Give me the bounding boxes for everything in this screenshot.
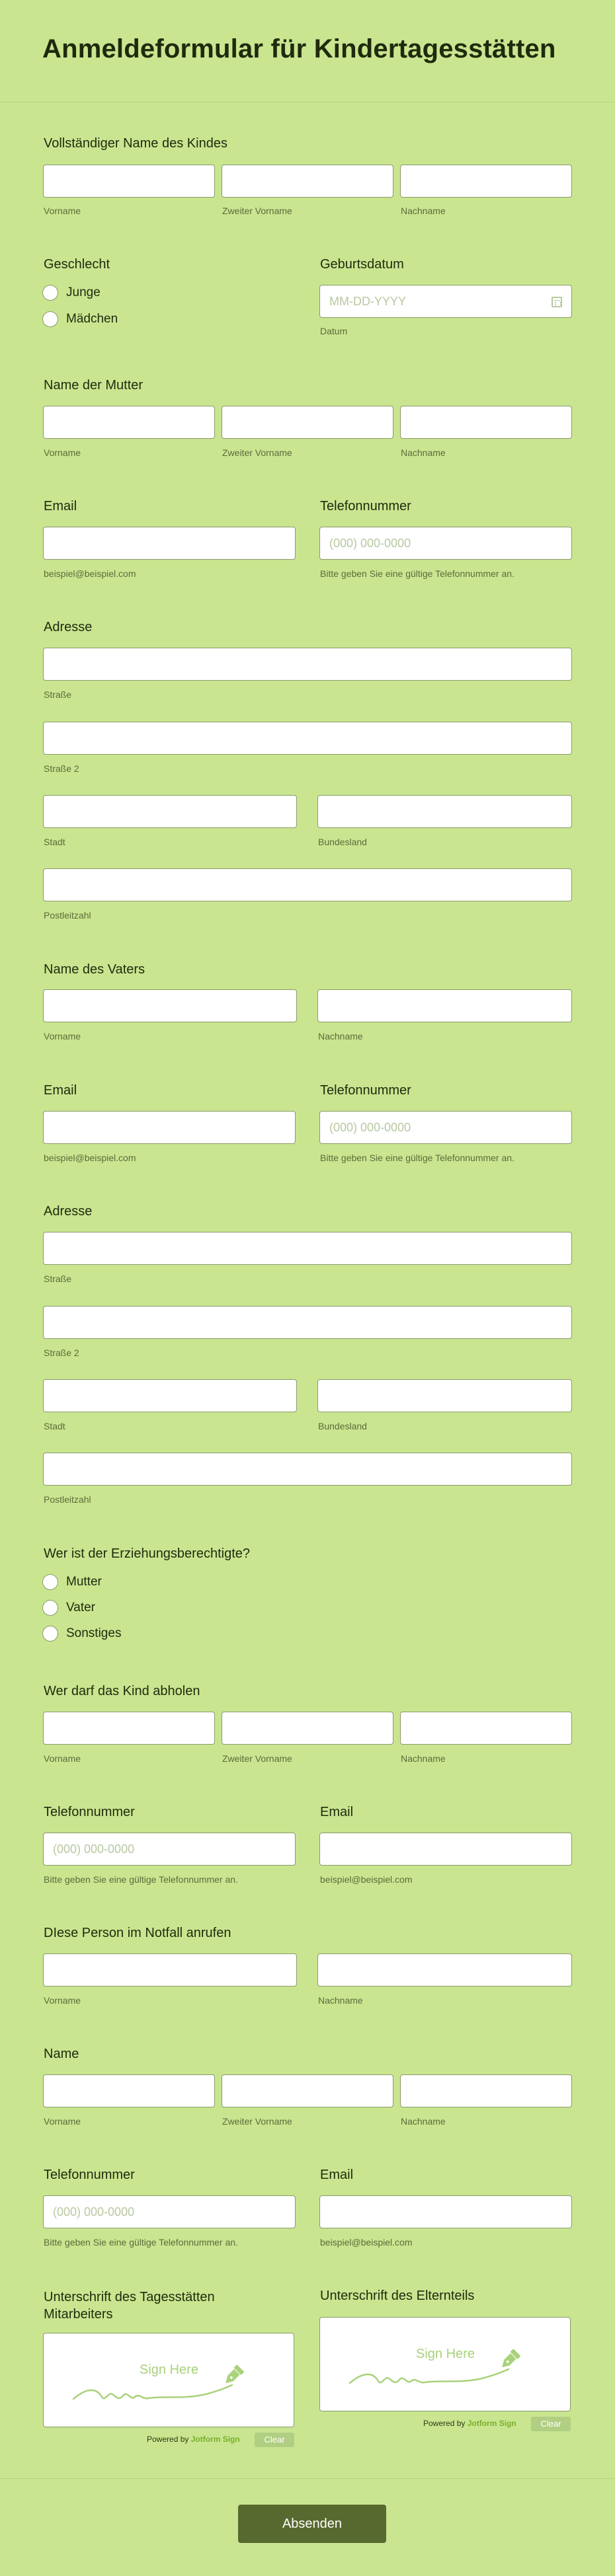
mother-middle-name-sublabel: Zweiter Vorname: [222, 447, 292, 458]
form-title: Anmeldeformular für Kindertagesstätten: [42, 34, 556, 63]
child-name-label: Vollständiger Name des Kindes: [44, 136, 227, 151]
pickup-email-label: Email: [320, 1805, 354, 1819]
name-middle-sublabel: Zweiter Vorname: [222, 2116, 292, 2127]
signature-scribble-icon: [347, 2347, 545, 2393]
sig-parent-powered-by: [423, 2419, 516, 2428]
father-first-name-sublabel: Vorname: [44, 1031, 81, 1042]
father-state-sublabel: Bundesland: [318, 1421, 367, 1431]
emergency-last-name-input[interactable]: [317, 1953, 572, 1987]
guardian-radio-vater[interactable]: [42, 1600, 58, 1616]
contact-phone-input[interactable]: [43, 2195, 296, 2228]
father-state-input[interactable]: [317, 1379, 572, 1412]
pickup-email-sublabel: beispiel@beispiel.com: [320, 1874, 413, 1885]
pickup-label: Wer darf das Kind abholen: [44, 1684, 200, 1698]
emergency-last-name-sublabel: Nachname: [318, 1995, 363, 2006]
father-address-label: Adresse: [44, 1204, 93, 1219]
birthdate-sublabel: Datum: [320, 326, 348, 336]
father-last-name-sublabel: Nachname: [318, 1031, 363, 1042]
guardian-option-sonstiges: Sonstiges: [66, 1626, 122, 1640]
name-first-input[interactable]: [43, 2074, 215, 2107]
mother-first-name-sublabel: Vorname: [44, 447, 81, 458]
sig-staff-clear-button[interactable]: Clear: [255, 2433, 294, 2447]
name-middle-input[interactable]: [222, 2074, 393, 2107]
gender-label: Geschlecht: [44, 257, 110, 272]
contact-email-sublabel: beispiel@beispiel.com: [320, 2237, 413, 2248]
father-last-name-input[interactable]: [317, 989, 572, 1022]
jotform-sign-brand: Jotform Sign: [190, 2435, 240, 2444]
father-phone-label: Telefonnummer: [320, 1083, 411, 1098]
contact-phone-label: Telefonnummer: [44, 2168, 135, 2182]
pickup-phone-label: Telefonnummer: [44, 1805, 135, 1819]
pickup-email-input[interactable]: [319, 1833, 572, 1866]
sig-staff-sign-here: Sign Here: [140, 2363, 198, 2377]
pickup-phone-input[interactable]: [43, 1833, 296, 1866]
father-street2-input[interactable]: [43, 1306, 572, 1339]
mother-email-sublabel: beispiel@beispiel.com: [44, 568, 136, 579]
mother-state-sublabel: Bundesland: [318, 837, 367, 847]
powered-by-text: Powered by: [147, 2435, 189, 2444]
sig-parent-pad[interactable]: [319, 2317, 571, 2411]
contact-email-input[interactable]: [319, 2195, 572, 2228]
calendar-icon[interactable]: [552, 297, 562, 307]
pickup-phone-sublabel: Bitte geben Sie eine gültige Telefonnummer an.: [44, 1874, 238, 1885]
father-email-input[interactable]: [43, 1111, 296, 1144]
name-last-sublabel: Nachname: [401, 2116, 446, 2127]
mother-street2-sublabel: Straße 2: [44, 763, 79, 774]
name-first-sublabel: Vorname: [44, 2116, 81, 2127]
sig-staff-label: Unterschrift des Tagesstätten Mitarbeiters: [44, 2290, 215, 2322]
mother-email-label: Email: [44, 499, 77, 513]
mother-phone-label: Telefonnummer: [320, 499, 411, 513]
sig-parent-clear-button[interactable]: Clear: [531, 2417, 571, 2431]
emergency-first-name-sublabel: Vorname: [44, 1995, 81, 2006]
guardian-radio-mutter[interactable]: [42, 1574, 58, 1590]
birthdate-placeholder: MM-DD-YYYY: [329, 295, 406, 308]
mother-middle-name-input[interactable]: [222, 406, 393, 439]
child-middle-name-input[interactable]: [222, 165, 393, 198]
father-city-sublabel: Stadt: [44, 1421, 65, 1431]
pickup-last-name-input[interactable]: [400, 1712, 572, 1745]
mother-first-name-input[interactable]: [43, 406, 215, 439]
mother-address-label: Adresse: [44, 620, 93, 634]
footer-divider: [0, 2478, 615, 2479]
mother-street-input[interactable]: [43, 648, 572, 681]
name-label: Name: [44, 2047, 79, 2061]
guardian-option-vater: Vater: [66, 1601, 96, 1614]
mother-zip-input[interactable]: [43, 868, 572, 901]
father-email-label: Email: [44, 1083, 77, 1098]
signature-scribble-icon: [70, 2363, 268, 2409]
child-last-name-sublabel: Nachname: [401, 206, 446, 216]
mother-zip-sublabel: Postleitzahl: [44, 910, 91, 921]
guardian-option-mutter: Mutter: [66, 1575, 102, 1589]
gender-radio-maedchen[interactable]: [42, 311, 58, 327]
submit-button[interactable]: Absenden: [238, 2505, 386, 2543]
father-street2-sublabel: Straße 2: [44, 1347, 79, 1358]
emergency-label: DIese Person im Notfall anrufen: [44, 1926, 231, 1940]
guardian-radio-sonstiges[interactable]: [42, 1626, 58, 1642]
gender-radio-junge[interactable]: [42, 285, 58, 301]
mother-email-input[interactable]: [43, 527, 296, 560]
father-first-name-input[interactable]: [43, 989, 297, 1022]
father-city-input[interactable]: [43, 1379, 297, 1412]
pickup-middle-name-input[interactable]: [222, 1712, 393, 1745]
mother-name-label: Name der Mutter: [44, 378, 144, 393]
gender-option-junge: Junge: [66, 285, 101, 299]
father-zip-sublabel: Postleitzahl: [44, 1494, 91, 1505]
mother-last-name-sublabel: Nachname: [401, 447, 446, 458]
father-street-input[interactable]: [43, 1232, 572, 1265]
father-email-sublabel: beispiel@beispiel.com: [44, 1153, 136, 1163]
contact-email-label: Email: [320, 2168, 354, 2182]
mother-last-name-input[interactable]: [400, 406, 572, 439]
child-first-name-sublabel: Vorname: [44, 206, 81, 216]
birthdate-label: Geburtsdatum: [320, 257, 404, 272]
father-phone-placeholder: (000) 000-0000: [329, 1121, 411, 1134]
father-street-sublabel: Straße: [44, 1273, 72, 1284]
mother-phone-placeholder: (000) 000-0000: [329, 537, 411, 550]
mother-city-sublabel: Stadt: [44, 837, 65, 847]
father-phone-input[interactable]: [319, 1111, 572, 1144]
sig-parent-sign-here: Sign Here: [416, 2347, 475, 2361]
child-first-name-input[interactable]: [43, 165, 215, 198]
pickup-middle-name-sublabel: Zweiter Vorname: [222, 1753, 292, 1764]
name-last-input[interactable]: [400, 2074, 572, 2107]
pickup-first-name-sublabel: Vorname: [44, 1753, 81, 1764]
father-zip-input[interactable]: [43, 1453, 572, 1486]
jotform-sign-brand: Jotform Sign: [467, 2419, 516, 2428]
guardian-label: Wer ist der Erziehungsberechtigte?: [44, 1546, 251, 1561]
mother-phone-input[interactable]: [319, 527, 572, 560]
pickup-first-name-input[interactable]: [43, 1712, 215, 1745]
gender-option-maedchen: Mädchen: [66, 312, 118, 326]
father-name-label: Name des Vaters: [44, 962, 145, 977]
sig-staff-pad[interactable]: [43, 2333, 294, 2427]
child-middle-name-sublabel: Zweiter Vorname: [222, 206, 292, 216]
contact-phone-placeholder: (000) 000-0000: [53, 2205, 135, 2218]
contact-phone-sublabel: Bitte geben Sie eine gültige Telefonnummer an.: [44, 2237, 238, 2248]
form-header: [0, 0, 615, 102]
sig-staff-powered-by: [147, 2435, 240, 2444]
pickup-phone-placeholder: (000) 000-0000: [53, 1842, 135, 1856]
mother-city-input[interactable]: [43, 795, 297, 828]
powered-by-text: Powered by: [423, 2419, 466, 2428]
sig-parent-label: Unterschrift des Elternteils: [320, 2289, 475, 2303]
birthdate-input[interactable]: [319, 285, 572, 318]
father-phone-sublabel: Bitte geben Sie eine gültige Telefonnummer an.: [320, 1153, 514, 1163]
pickup-last-name-sublabel: Nachname: [401, 1753, 446, 1764]
mother-phone-sublabel: Bitte geben Sie eine gültige Telefonnummer an.: [320, 568, 514, 579]
mother-street-sublabel: Straße: [44, 689, 72, 700]
mother-state-input[interactable]: [317, 795, 572, 828]
emergency-first-name-input[interactable]: [43, 1953, 297, 1987]
child-last-name-input[interactable]: [400, 165, 572, 198]
mother-street2-input[interactable]: [43, 722, 572, 755]
